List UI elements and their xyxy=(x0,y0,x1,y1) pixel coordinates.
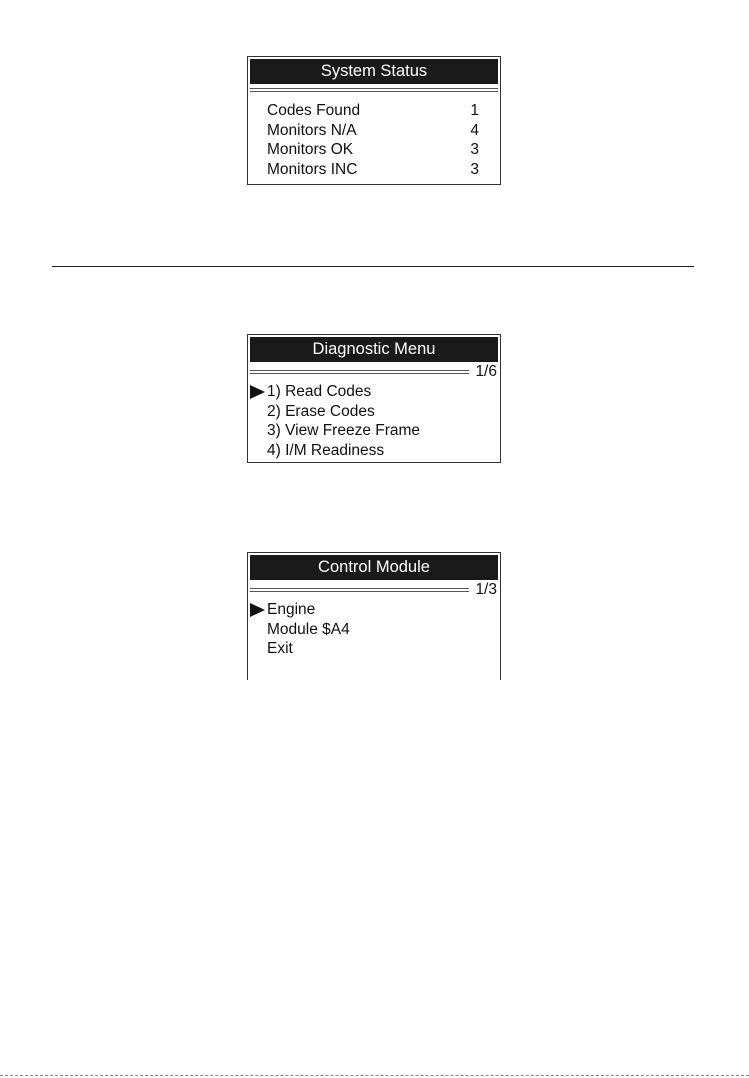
status-list xyxy=(248,101,500,179)
status-label: Codes Found xyxy=(267,102,361,119)
menu-item-exit[interactable] xyxy=(248,639,500,659)
menu-item-label: 2) Erase Codes xyxy=(267,402,375,420)
double-rule xyxy=(250,370,469,374)
status-label: Monitors OK xyxy=(267,141,354,158)
menu-item-label: Module $A4 xyxy=(267,620,350,638)
status-value: 4 xyxy=(470,121,479,139)
selection-arrow-icon xyxy=(250,603,265,617)
menu-item-label: 1) Read Codes xyxy=(267,383,372,400)
status-label: Monitors INC xyxy=(267,160,358,178)
menu-item-module-a4[interactable] xyxy=(248,620,500,640)
status-label: Monitors N/A xyxy=(267,121,357,139)
page-indicator-row xyxy=(250,580,498,600)
selection-arrow-icon xyxy=(250,385,265,399)
section-divider xyxy=(52,266,694,267)
status-row-monitors-ok xyxy=(248,140,500,160)
double-rule xyxy=(250,588,469,592)
status-row-codes-found xyxy=(248,101,500,121)
menu-item-engine[interactable] xyxy=(248,600,500,620)
menu-item-erase-codes[interactable] xyxy=(248,402,500,422)
diagnostic-menu-screen xyxy=(247,334,501,463)
status-value: 1 xyxy=(470,102,479,119)
status-value: 3 xyxy=(470,141,479,158)
status-value: 3 xyxy=(470,160,479,178)
menu-item-im-readiness[interactable] xyxy=(248,441,500,461)
control-module-list xyxy=(248,600,500,659)
diagnostic-menu-title: Diagnostic Menu xyxy=(250,337,498,362)
diagnostic-menu-list xyxy=(248,382,500,460)
page-indicator: 1/6 xyxy=(475,363,497,380)
status-row-monitors-inc xyxy=(248,160,500,180)
control-module-title: Control Module xyxy=(250,555,498,580)
menu-item-label: 4) I/M Readiness xyxy=(267,441,385,459)
menu-item-view-freeze-frame[interactable] xyxy=(248,421,500,441)
page-indicator-row xyxy=(250,362,498,382)
menu-item-label: Engine xyxy=(267,601,316,618)
page-indicator: 1/3 xyxy=(475,581,497,598)
system-status-title: System Status xyxy=(250,59,498,84)
menu-item-label: 3) View Freeze Frame xyxy=(267,422,421,440)
status-row-monitors-na xyxy=(248,121,500,141)
menu-item-label: Exit xyxy=(267,640,293,658)
control-module-screen xyxy=(247,552,501,680)
page-bottom-edge xyxy=(0,1075,749,1076)
menu-item-read-codes[interactable] xyxy=(248,382,500,402)
double-rule xyxy=(250,88,498,92)
system-status-screen xyxy=(247,56,501,185)
